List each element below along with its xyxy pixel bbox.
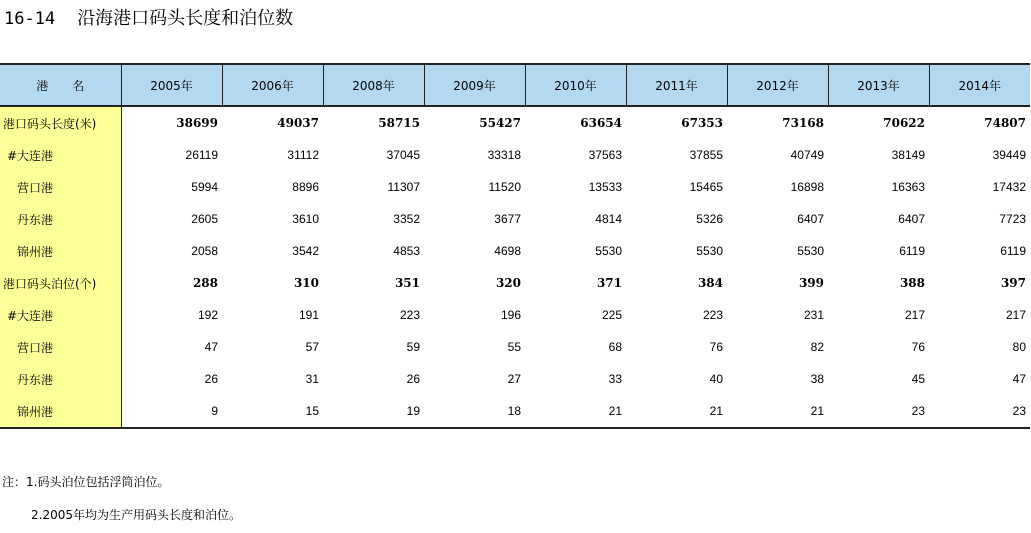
table-cell: 397: [1000, 276, 1026, 290]
table-cell: 5530: [797, 244, 824, 258]
note-1: 注：1.码头泊位包括浮筒泊位。: [2, 475, 170, 489]
row-label: #大连港: [0, 139, 121, 171]
table-cell: 225: [601, 308, 622, 322]
table-cell: 70622: [883, 116, 925, 130]
table-cell: 21: [525, 395, 626, 428]
table-cell: 26: [204, 372, 218, 386]
table-cell: 320: [495, 276, 521, 290]
table-cell: 223: [399, 308, 420, 322]
table-cell: 6119: [1000, 244, 1026, 258]
column-header-year: 2006年: [222, 64, 323, 106]
column-header-year: 2010年: [525, 64, 626, 106]
table-cell: 19: [323, 395, 424, 428]
table-cell: 192: [197, 308, 218, 322]
table-cell: 3352: [393, 212, 420, 226]
table-cell: 310: [293, 276, 319, 290]
column-header-name: 港 名: [0, 64, 121, 106]
table-cell: 38149: [891, 148, 925, 162]
table-cell: 5994: [191, 180, 218, 194]
table-cell: 217: [1005, 308, 1026, 322]
table-cell: 5326: [696, 212, 723, 226]
table-cell: 73168: [782, 116, 824, 130]
row-label: 丹东港: [0, 203, 121, 235]
table-cell: 16898: [790, 180, 824, 194]
table-cell: 80: [1012, 340, 1026, 354]
table-cell: 196: [500, 308, 521, 322]
table-cell: 4853: [393, 244, 420, 258]
row-label: 港口码头长度(米): [0, 106, 121, 139]
table-cell: 371: [596, 276, 622, 290]
table-cell: 11307: [387, 180, 420, 194]
table-cell: 40749: [790, 148, 824, 162]
table-row: [0, 395, 1030, 428]
row-label: 丹东港: [0, 363, 121, 395]
table-cell: 217: [904, 308, 925, 322]
row-label: 港口码头泊位(个): [0, 267, 121, 299]
column-header-year: 2013年: [828, 64, 929, 106]
table-cell: 3677: [494, 212, 521, 226]
table-cell: 5530: [595, 244, 622, 258]
table-cell: 6119: [899, 244, 925, 258]
row-label: 营口港: [0, 171, 121, 203]
header-row: [0, 64, 1030, 106]
table-cell: 47: [204, 340, 218, 354]
table-row: [0, 171, 1030, 203]
row-label: #大连港: [0, 299, 121, 331]
table-row: [0, 106, 1030, 139]
table-cell: 47: [1012, 372, 1026, 386]
table-cell: 5530: [696, 244, 723, 258]
table-number: 16-14: [4, 9, 56, 29]
note-2: 2.2005年均为生产用码头长度和泊位。: [31, 508, 241, 522]
table-cell: 8896: [292, 180, 319, 194]
table-cell: 231: [803, 308, 824, 322]
table-cell: 63654: [580, 116, 622, 130]
table-cell: 38: [810, 372, 824, 386]
row-label: 营口港: [0, 331, 121, 363]
table-cell: 13533: [588, 180, 622, 194]
table-cell: 384: [697, 276, 723, 290]
table-cell: 55: [507, 340, 521, 354]
table-cell: 74807: [984, 116, 1026, 130]
table-cell: 4814: [595, 212, 622, 226]
table-cell: 21: [626, 395, 727, 428]
table-cell: 76: [911, 340, 925, 354]
table-cell: 6407: [898, 212, 925, 226]
table-cell: 82: [810, 340, 824, 354]
column-header-year: 2014年: [929, 64, 1030, 106]
table-cell: 67353: [681, 116, 723, 130]
table-cell: 58715: [378, 116, 420, 130]
table-cell: 45: [911, 372, 925, 386]
table-cell: 49037: [277, 116, 319, 130]
table-cell: 39449: [992, 148, 1026, 162]
table-cell: 17432: [992, 180, 1026, 194]
table-row: [0, 331, 1030, 363]
table-cell: 351: [394, 276, 420, 290]
table-cell: 33: [608, 372, 622, 386]
table-cell: 76: [709, 340, 723, 354]
table-cell: 33318: [487, 148, 521, 162]
table-cell: 57: [305, 340, 319, 354]
table-cell: 15465: [689, 180, 723, 194]
table-cell: 23: [929, 395, 1030, 428]
row-label: 锦州港: [0, 395, 121, 428]
table-cell: 27: [507, 372, 521, 386]
data-table: [0, 63, 1030, 429]
column-header-year: 2008年: [323, 64, 424, 106]
table-row: [0, 363, 1030, 395]
table-cell: 3610: [292, 212, 319, 226]
table-cell: 59: [406, 340, 420, 354]
row-label: 锦州港: [0, 235, 121, 267]
table-cell: 40: [709, 372, 723, 386]
table-row: [0, 299, 1030, 331]
table-row: [0, 235, 1030, 267]
column-header-year: 2009年: [424, 64, 525, 106]
table-cell: 3542: [292, 244, 319, 258]
table-cell: 15: [222, 395, 323, 428]
table-cell: 23: [828, 395, 929, 428]
table-cell: 37855: [689, 148, 723, 162]
table-cell: 31: [305, 372, 319, 386]
table-cell: 68: [608, 340, 622, 354]
table-cell: 26: [406, 372, 420, 386]
table-cell: 191: [298, 308, 319, 322]
table-cell: 55427: [479, 116, 521, 130]
table-cell: 37045: [386, 148, 420, 162]
page-title: [4, 6, 293, 32]
table-title: 沿海港口码头长度和泊位数: [77, 8, 294, 29]
table-cell: 223: [702, 308, 723, 322]
table-cell: 18: [424, 395, 525, 428]
table-cell: 37563: [588, 148, 622, 162]
table-cell: 38699: [176, 116, 218, 130]
table-cell: 6407: [797, 212, 824, 226]
table-cell: 388: [899, 276, 925, 290]
table-cell: 11520: [488, 180, 521, 194]
table-cell: 2058: [191, 244, 218, 258]
table-cell: 7723: [999, 212, 1026, 226]
table-row: [0, 203, 1030, 235]
table-cell: 4698: [494, 244, 521, 258]
column-header-year: 2011年: [626, 64, 727, 106]
table-row: [0, 139, 1030, 171]
table-row: [0, 267, 1030, 299]
table-cell: 21: [727, 395, 828, 428]
table-cell: 31112: [287, 148, 319, 162]
table-cell: 9: [121, 395, 222, 428]
table-cell: 26119: [185, 148, 218, 162]
column-header-year: 2012年: [727, 64, 828, 106]
column-header-year: 2005年: [121, 64, 222, 106]
table-cell: 399: [798, 276, 824, 290]
table-cell: 288: [192, 276, 218, 290]
table-cell: 2605: [191, 212, 218, 226]
table-cell: 16363: [891, 180, 925, 194]
